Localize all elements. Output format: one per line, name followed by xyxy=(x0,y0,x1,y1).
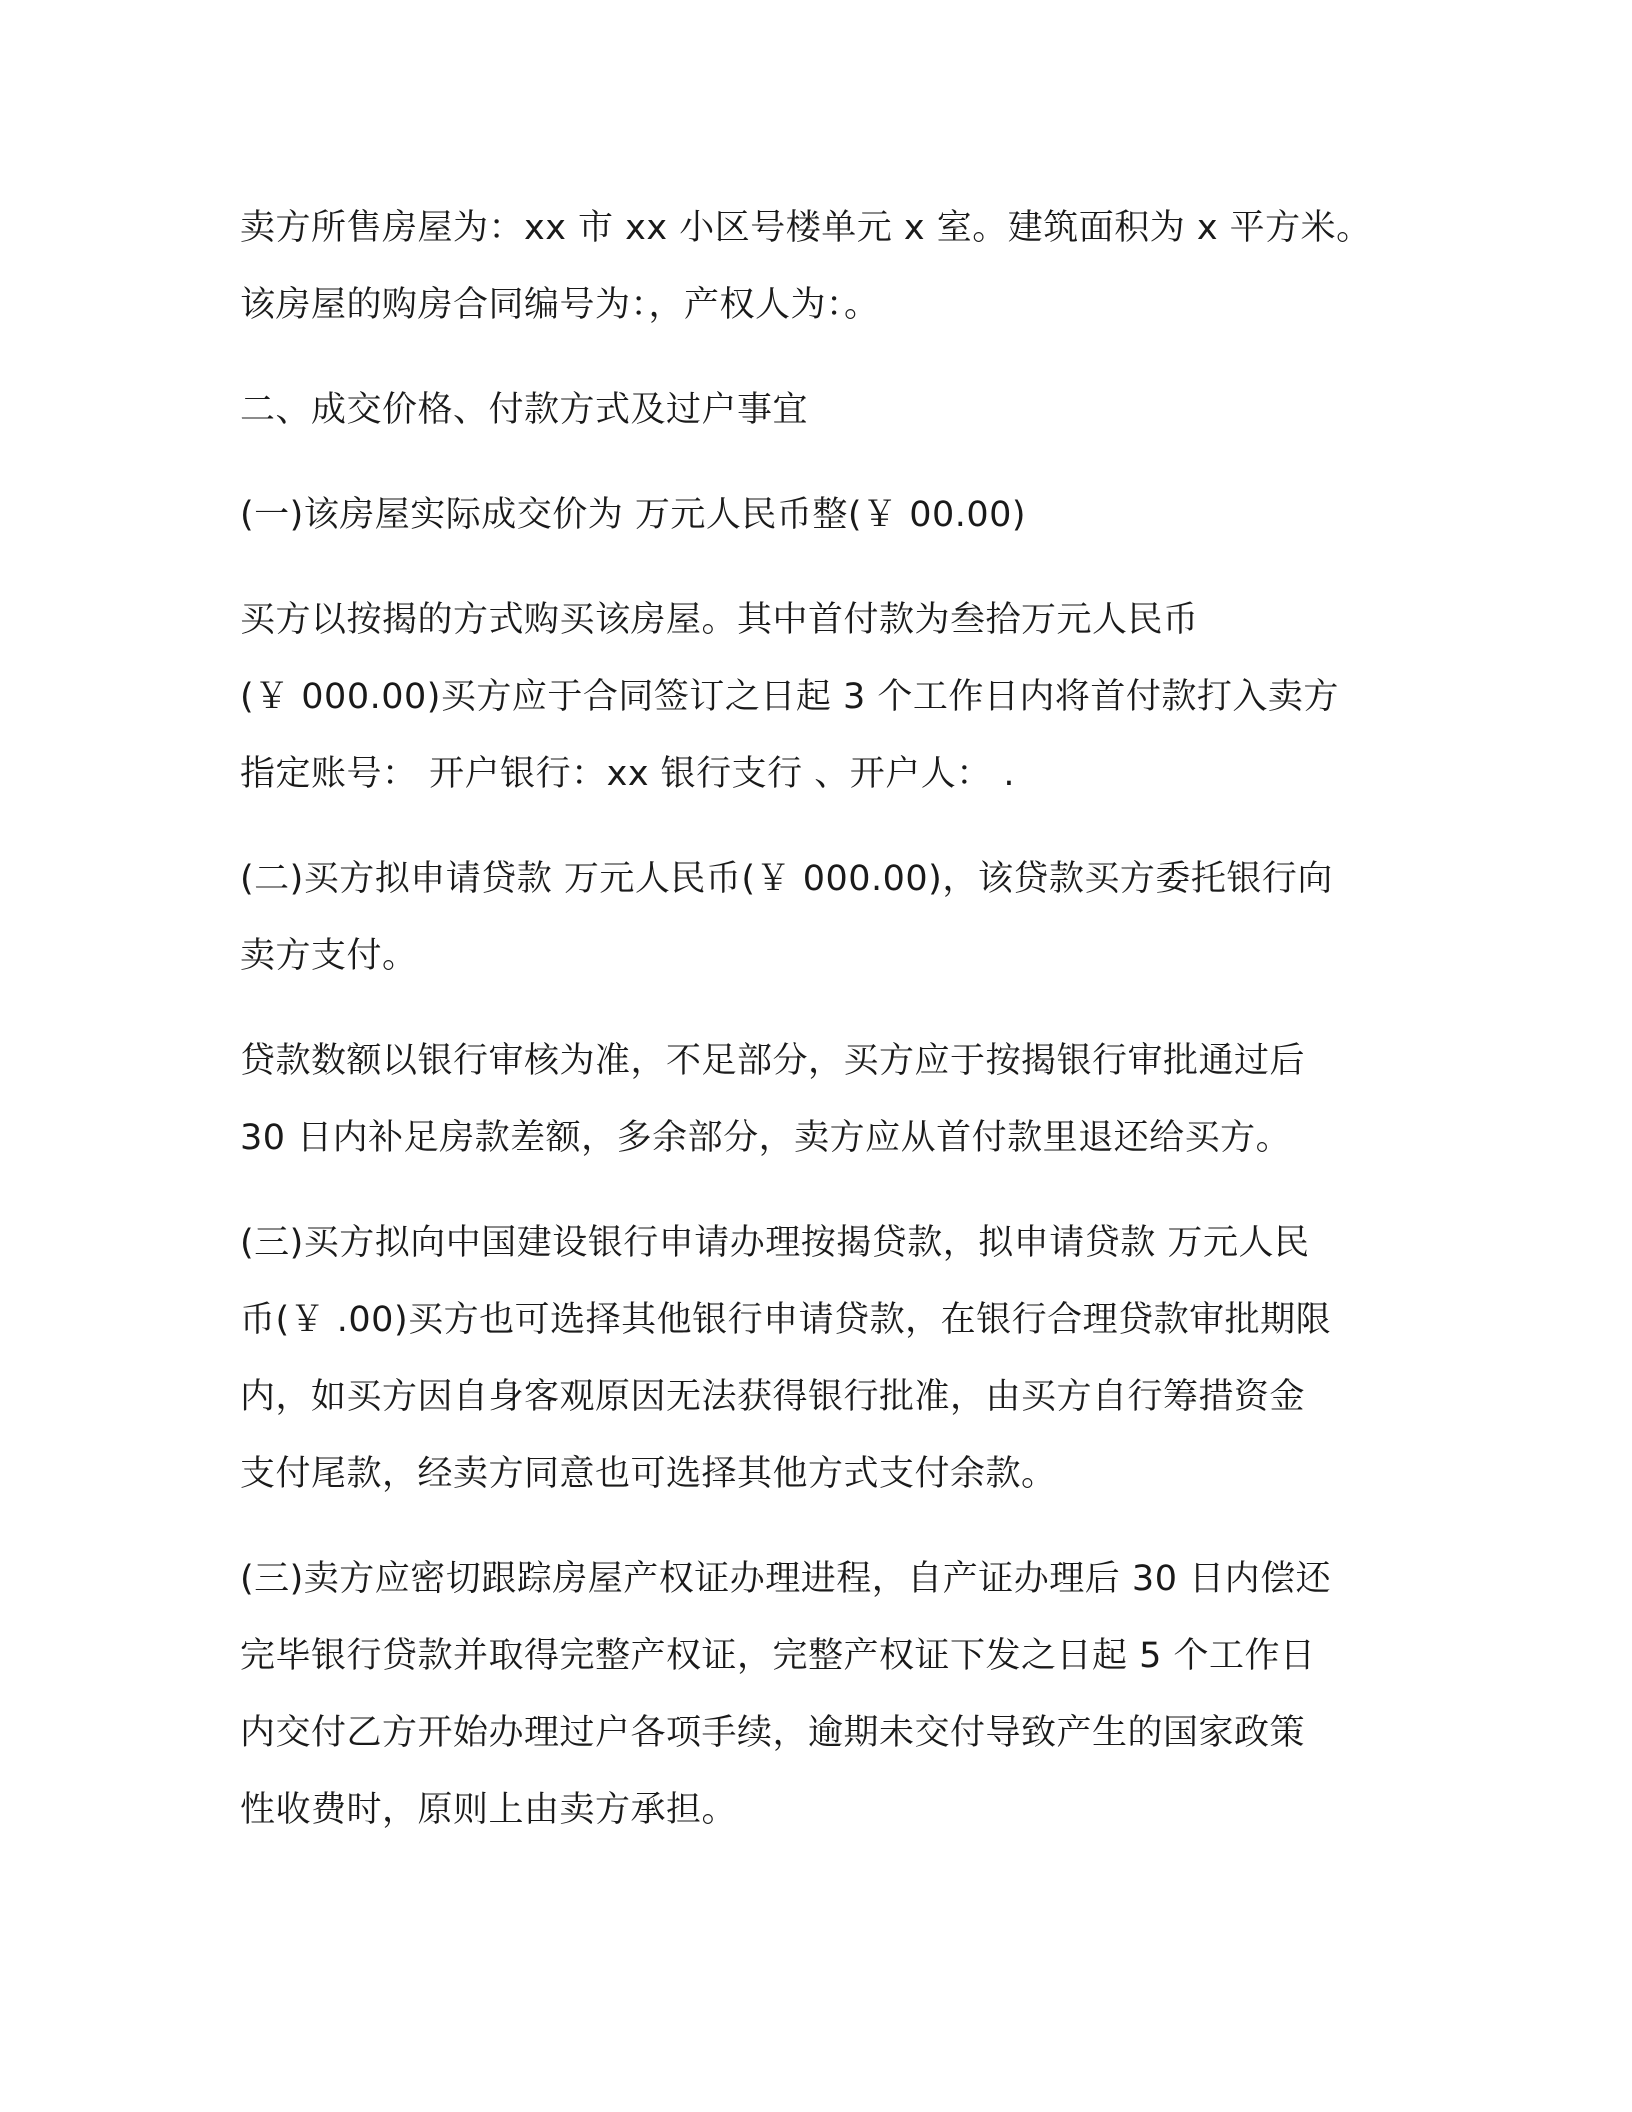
paragraph-clause-3b xyxy=(240,1541,1400,1849)
text-line: 贷款数额以银行审核为准，不足部分，买方应于按揭银行审批通过后 xyxy=(240,1041,1306,1081)
text-line: (二)买方拟申请贷款 万元人民币(￥ 000.00)，该贷款买方委托银行向 xyxy=(240,859,1333,899)
text-line: 30 日内补足房款差额，多余部分，卖方应从首付款里退还给买方。 xyxy=(240,1118,1292,1158)
text-line: 支付尾款，经卖方同意也可选择其他方式支付余款。 xyxy=(240,1454,1057,1494)
text-line: 内交付乙方开始办理过户各项手续，逾期未交付导致产生的国家政策 xyxy=(240,1713,1306,1753)
paragraph-clause-2 xyxy=(240,841,1400,995)
text-line: (三)买方拟向中国建设银行申请办理按揭贷款，拟申请贷款 万元人民 xyxy=(240,1223,1310,1263)
paragraph-clause-3a xyxy=(240,1205,1400,1513)
text-line: 买方以按揭的方式购买该房屋。其中首付款为叁拾万元人民币 xyxy=(240,600,1199,640)
paragraph-clause-1 xyxy=(240,477,1400,554)
document-body xyxy=(240,190,1400,1849)
paragraph-loan-amount xyxy=(240,1023,1400,1177)
text-line: (￥ 000.00)买方应于合同签订之日起 3 个工作日内将首付款打入卖方 xyxy=(240,677,1339,717)
text-line: 该房屋的购房合同编号为：，产权人为：。 xyxy=(240,285,880,325)
text-line: 卖方所售房屋为：xx 市 xx 小区号楼单元 x 室。建筑面积为 x 平方米。 xyxy=(240,208,1372,248)
heading-text: 二、成交价格、付款方式及过户事宜 xyxy=(240,390,809,430)
text-line: 性收费时，原则上由卖方承担。 xyxy=(240,1790,738,1830)
text-line: 卖方支付。 xyxy=(240,936,418,976)
paragraph-property-description xyxy=(240,190,1400,344)
text-line: 币(￥ .00)买方也可选择其他银行申请贷款，在银行合理贷款审批期限 xyxy=(240,1300,1332,1340)
paragraph-down-payment xyxy=(240,582,1400,813)
text-line: 指定账号： 开户银行：xx 银行支行 、开户人： . xyxy=(240,754,1016,794)
text-line: 内，如买方因自身客观原因无法获得银行批准，由买方自行筹措资金 xyxy=(240,1377,1306,1417)
text-line: (三)卖方应密切跟踪房屋产权证办理进程，自产证办理后 30 日内偿还 xyxy=(240,1559,1332,1599)
section-heading xyxy=(240,372,1400,449)
text-line: (一)该房屋实际成交价为 万元人民币整(￥ 00.00) xyxy=(240,495,1027,535)
text-line: 完毕银行贷款并取得完整产权证，完整产权证下发之日起 5 个工作日 xyxy=(240,1636,1316,1676)
